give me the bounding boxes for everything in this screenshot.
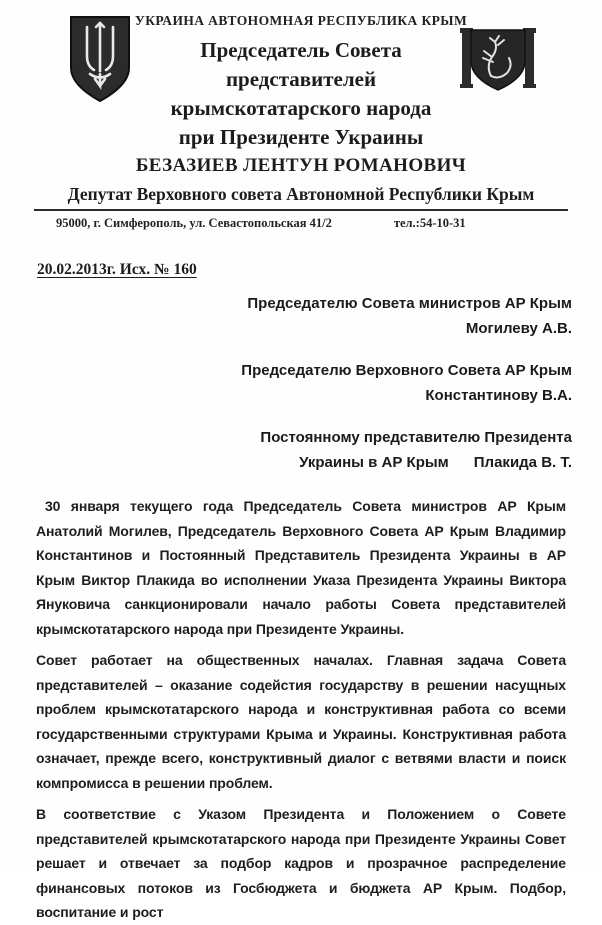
trident-emblem-icon	[66, 14, 134, 109]
addressee-name: Могилеву А.В.	[465, 320, 572, 337]
body-paragraph: В соответствие с Указом Президента и Положением о Совете представителей крымскотатарского народа при Президенте Украины Совет решает и отвечает за подбор кадров и прозрачное распределение финансовых потоков из Госбюджета и бюджета АР Крым. Подбор, воспитание и рост	[36, 806, 566, 920]
addressee-name: Украины в АР Крым Плакида В. Т.	[299, 454, 572, 471]
addressee-block	[0, 425, 572, 475]
outgoing-reference-line: 20.02.2013г. Исх. № 160	[37, 261, 197, 278]
addressee-title: Председателю Верховного Совета АР Крым	[241, 362, 572, 379]
office-title-line: при Президенте Украины	[178, 125, 424, 149]
body-paragraph: 30 января текущего года Председатель Совета министров АР Крым Анатолий Могилев, Председатель Верховного Совета АР Крым Владимир Константинов и Постоянный Представитель Президента Украины в АР Крым Виктор Плакида во исполнении Указа Президента Украины Виктора Януковича санкционировали начало работы Совета представителей крымскотатарского народа при Президенте Украины.	[36, 498, 566, 637]
addressee-block	[0, 291, 572, 341]
office-title-line: представителей	[225, 67, 377, 91]
addressee-block	[0, 358, 572, 408]
letter-body	[36, 494, 566, 925]
phone-number: тел.:54-10-31	[393, 216, 466, 230]
country-line: УКРАИНА АВТОНОМНАЯ РЕСПУБЛИКА КРЫМ	[134, 13, 468, 28]
office-title-line: крымскотатарского народа	[170, 96, 432, 120]
body-paragraph: Совет работает на общественных началах. Главная задача Совета представителей – оказание содейстия государству в решении насущных проблем крымскотатарского народа и конструктивная работа со всеми государственными структурами Крыма и Украины. Конструктивная работа означает, прежде всего, конструктивный диалог с ветвями власти и поиск компромисса в решении проблем.	[36, 652, 566, 791]
addressee-list	[0, 291, 572, 475]
griffin-emblem-icon	[460, 26, 536, 103]
official-subtitle: Депутат Верховного совета Автономной Республики Крым	[67, 184, 535, 204]
addressee-title: Председателю Совета министров АР Крым	[247, 295, 572, 312]
official-subtitle-rule	[34, 184, 568, 211]
addressee-name: Константинову В.А.	[425, 387, 572, 404]
official-name: БЕЗАЗИЕВ ЛЕНТУН РОМАНОВИЧ	[135, 155, 467, 176]
addressee-title: Постоянному представителю Президента	[260, 429, 572, 446]
office-title-line: Председатель Совета	[200, 38, 402, 62]
postal-address: 95000, г. Симферополь, ул. Севастопольская 41/2	[56, 216, 332, 230]
letterhead	[0, 0, 602, 231]
contact-line	[56, 216, 566, 231]
